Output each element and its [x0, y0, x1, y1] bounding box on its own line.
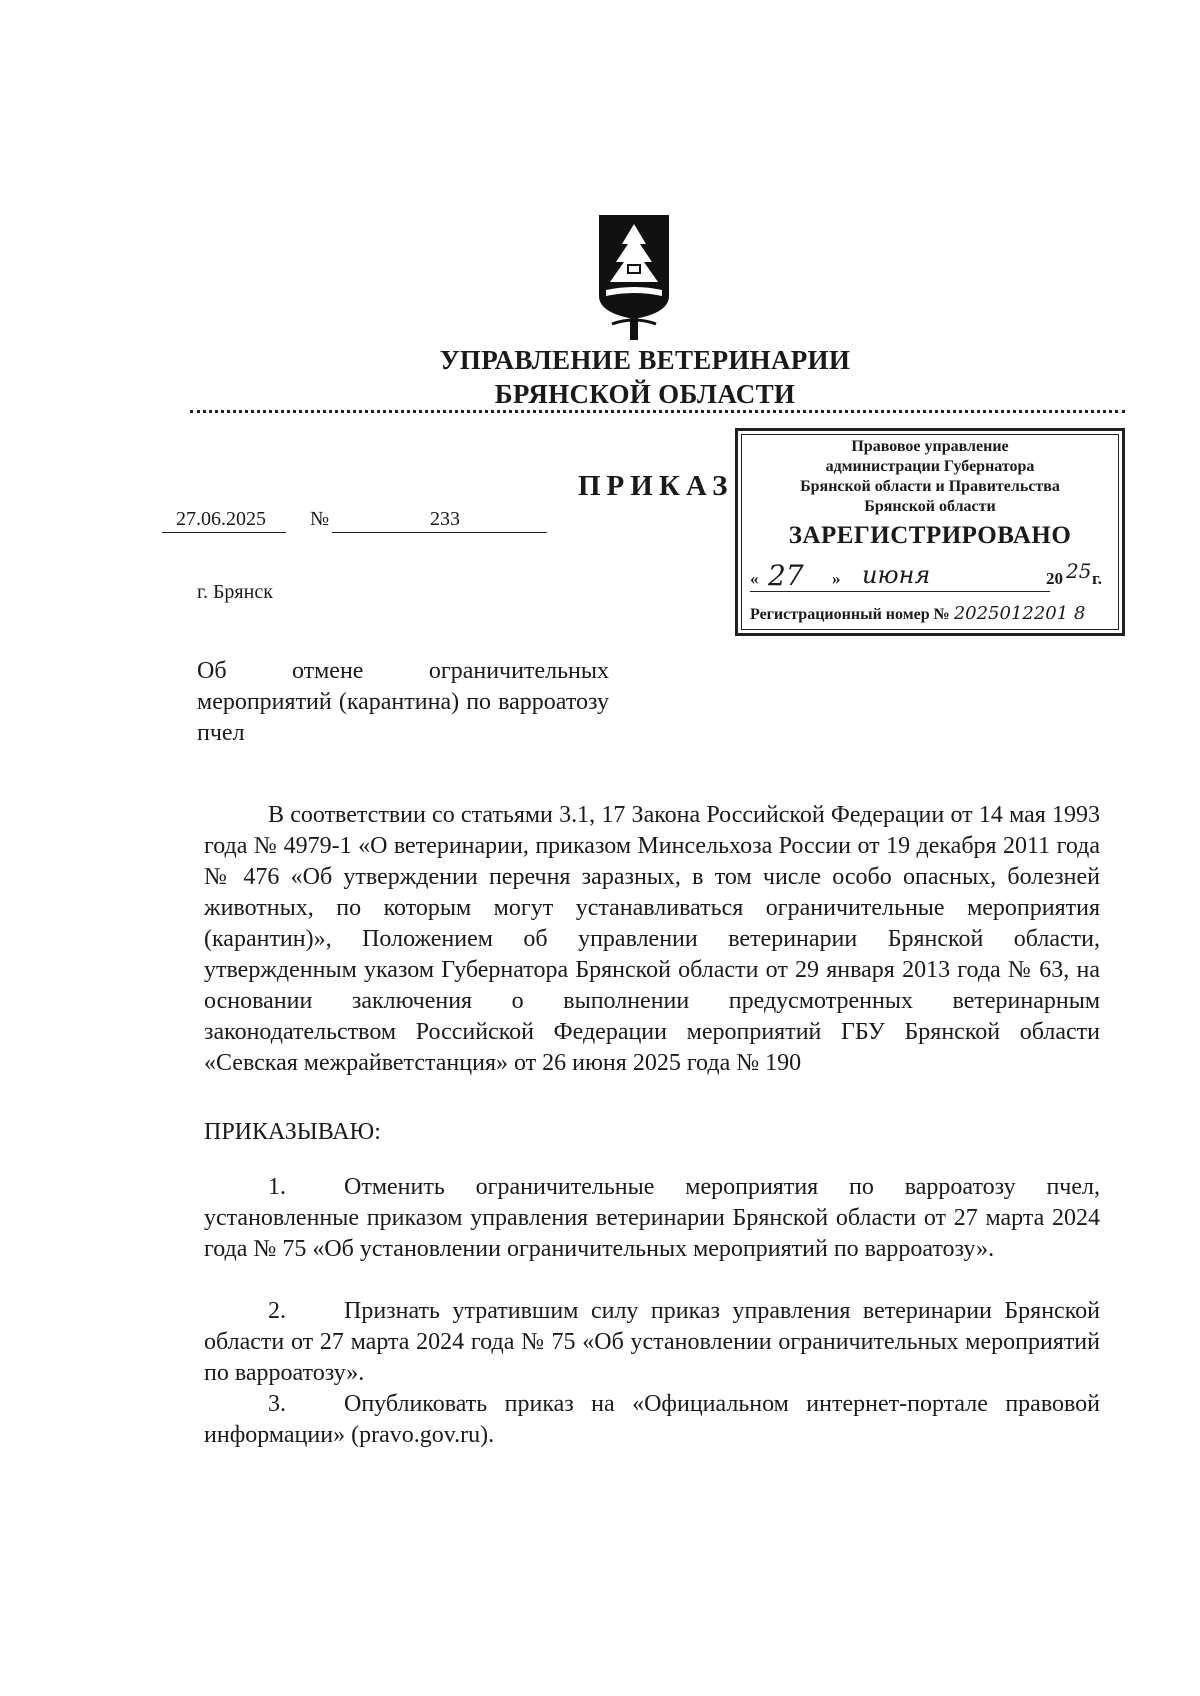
stamp-line2: администрации Губернатора — [825, 458, 1035, 475]
stamp-year-suffix: 25 — [1066, 559, 1092, 583]
stamp-date-underline — [750, 591, 1050, 592]
organization-name-line1: УПРАВЛЕНИЕ ВЕТЕРИНАРИИ — [439, 345, 851, 375]
document-type-title: ПРИКАЗ — [578, 470, 734, 502]
stamp-line3: Брянской области и Правительства — [800, 478, 1060, 495]
stamp-line4: Брянской области — [864, 498, 996, 515]
stamp-reg-number: 2025012201 8 — [953, 603, 1086, 624]
document-date: 27.06.2025 — [176, 508, 266, 530]
document-number: 233 — [430, 508, 460, 530]
registration-stamp — [735, 428, 1125, 636]
stamp-reg-label: Регистрационный номер № — [750, 606, 950, 623]
order-keyword: ПРИКАЗЫВАЮ: — [204, 1119, 381, 1145]
stamp-open-quote: « — [750, 569, 759, 588]
stamp-registered-status: ЗАРЕГИСТРИРОВАНО — [788, 522, 1072, 549]
order-item-number: 2. — [268, 1298, 286, 1324]
document-subject: Об отмене ограничительных мероприятий (карантина) по варроатозу пчел — [197, 658, 609, 746]
number-underline — [332, 532, 547, 533]
city-name: г. Брянск — [197, 581, 273, 603]
order-item-2 — [204, 1296, 1100, 1389]
order-item-text: Признать утратившим силу приказ управления ветеринарии Брянской области от 27 марта 2024 года № 75 «Об установлении ограничительных мероприятий по варроатозу». — [204, 1298, 1100, 1386]
order-item-number: 1. — [268, 1174, 286, 1200]
order-item-text: Отменить ограничительные мероприятия по варроатозу пчел, установленные приказом управления ветеринарии Брянской области от 27 марта 2024 года № 75 «Об установлении ограничительных мероприятий по варроатозу». — [204, 1174, 1100, 1262]
order-item-3 — [204, 1389, 1100, 1451]
stamp-line1: Правовое управление — [851, 438, 1009, 455]
stamp-year-unit: г. — [1092, 569, 1103, 588]
stamp-year-prefix: 20 — [1046, 569, 1063, 588]
bryansk-coat-of-arms-icon — [594, 212, 674, 342]
stamp-date — [750, 559, 1110, 593]
header-dotted-divider — [190, 410, 1125, 413]
order-item-1 — [204, 1172, 1100, 1265]
order-item-number: 3. — [268, 1391, 286, 1417]
organization-name-line2: БРЯНСКОЙ ОБЛАСТИ — [494, 379, 796, 409]
stamp-day: 27 — [768, 559, 804, 592]
order-item-text: Опубликовать приказ на «Официальном интернет-портале правовой информации» (pravo.gov.ru). — [204, 1391, 1100, 1448]
stamp-close-quote: » — [832, 569, 841, 588]
date-underline — [162, 532, 286, 533]
preamble-paragraph: В соответствии со статьями 3.1, 17 Закона Российской Федерации от 14 мая 1993 года № 4979-1 «О ветеринарии, приказом Минсельхоза России от 19 декабря 2011 года № 476 «Об утверждении перечня заразных, в том числе особо опасных, болезней животных, по которым могут устанавливаться ограничительные мероприятия (карантин)», Положением об управлении ветеринарии Брянской области, утвержденным указом Губернатора Брянской области от 29 января 2013 года № 63, на основании заключения о выполнении предусмотренных ветеринарным законодательством Российской Федерации мероприятий ГБУ Брянской области «Севская межрайветстанция» от 26 июня 2025 года № 190 — [204, 802, 1100, 1076]
stamp-registration-number — [750, 603, 1115, 624]
stamp-month: июня — [862, 561, 931, 589]
number-label: № — [310, 508, 330, 530]
